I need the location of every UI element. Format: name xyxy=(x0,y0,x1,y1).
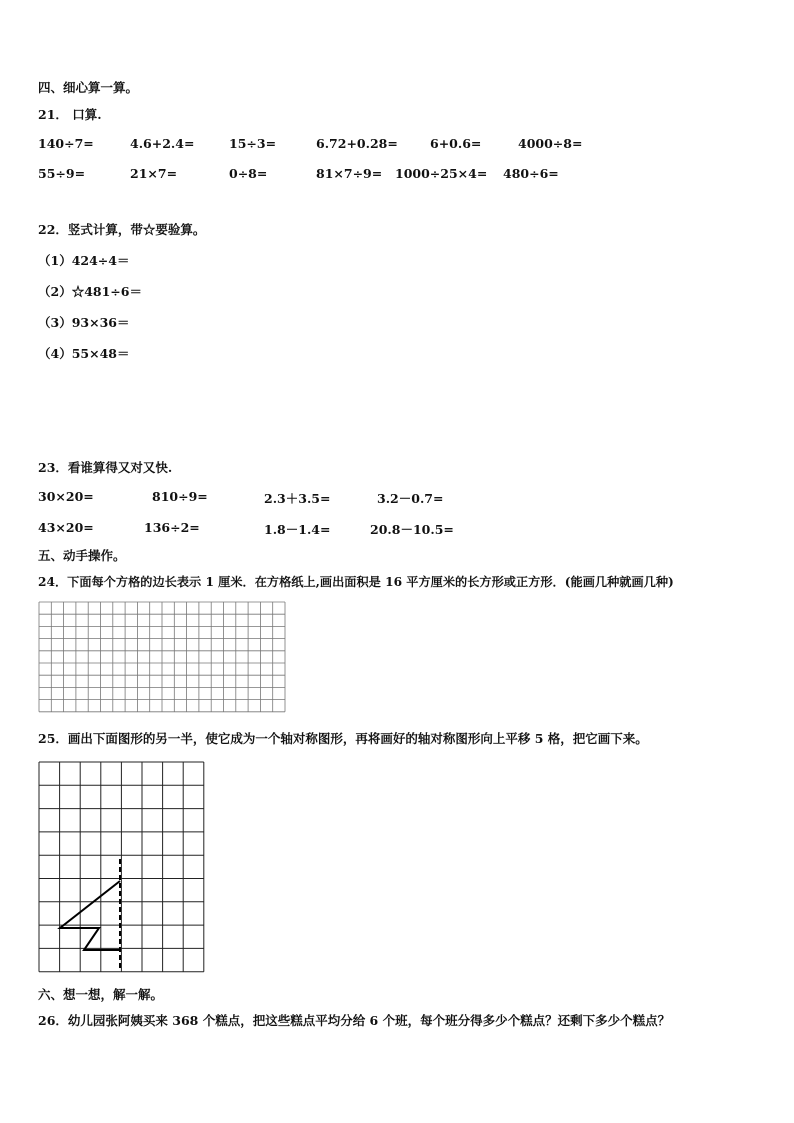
q22-heading: 22．竖式计算，带☆要验算。 xyxy=(38,222,206,237)
q21-r2-c6: 480÷6= xyxy=(503,166,559,181)
section-6-title: 六、想一想，解一解。 xyxy=(38,987,164,1002)
q21-r1-c2: 4.6+2.4= xyxy=(130,136,195,151)
q23-r2-c2: 136÷2= xyxy=(144,520,200,535)
q26-text: 26．幼儿园张阿姨买来 368 个糕点，把这些糕点平均分给 6 个班，每个班分得多少个糕点？还剩下多少个糕点？ xyxy=(38,1013,671,1028)
q25-text: 25．画出下面图形的另一半，使它成为一个轴对称图形，再将画好的轴对称图形向上平移 5 格，把它画下来。 xyxy=(38,731,648,746)
q23-r1-c1: 30×20= xyxy=(38,489,94,504)
q21-r2-c1: 55÷9= xyxy=(38,166,86,181)
q21-heading: 21． 口算. xyxy=(38,107,102,122)
q24-text: 24．下面每个方格的边长表示 1 厘米．在方格纸上,画出面积是 16 平方厘米的长方形或正方形．(能画几种就画几种) xyxy=(38,575,674,589)
q23-r2-c4: 20.8－10.5= xyxy=(370,522,454,537)
q23-r2-c1: 43×20= xyxy=(38,520,94,535)
q21-r2-c5: 1000÷25×4= xyxy=(395,166,488,181)
q22-item-2: （2）☆481÷6＝ xyxy=(38,284,142,299)
q23-r1-c3: 2.3＋3.5= xyxy=(264,491,331,506)
q24-square-grid[interactable] xyxy=(38,601,286,713)
q22-item-3: （3）93×36＝ xyxy=(38,315,130,330)
q23-r2-c3: 1.8－1.4= xyxy=(264,522,331,537)
q21-r2-c3: 0÷8= xyxy=(229,166,268,181)
section-5-title: 五、动手操作。 xyxy=(38,548,126,563)
q21-r1-c3: 15÷3= xyxy=(229,136,277,151)
q22-item-1: （1）424÷4＝ xyxy=(38,253,130,268)
q23-heading: 23．看谁算得又对又快. xyxy=(38,460,173,475)
q21-r1-c5: 6+0.6= xyxy=(430,136,482,151)
q25-symmetry-grid[interactable] xyxy=(38,760,208,974)
section-4-title: 四、细心算一算。 xyxy=(38,80,139,95)
q21-r1-c4: 6.72+0.28= xyxy=(316,136,398,151)
q23-r1-c4: 3.2－0.7= xyxy=(377,491,444,506)
q21-r2-c2: 21×7= xyxy=(130,166,178,181)
q21-r1-c6: 4000÷8= xyxy=(518,136,583,151)
q21-r2-c4: 81×7÷9= xyxy=(316,166,383,181)
half-figure-shape xyxy=(60,881,120,950)
q23-r1-c2: 810÷9= xyxy=(152,489,208,504)
q22-item-4: （4）55×48＝ xyxy=(38,346,130,361)
q21-r1-c1: 140÷7= xyxy=(38,136,94,151)
